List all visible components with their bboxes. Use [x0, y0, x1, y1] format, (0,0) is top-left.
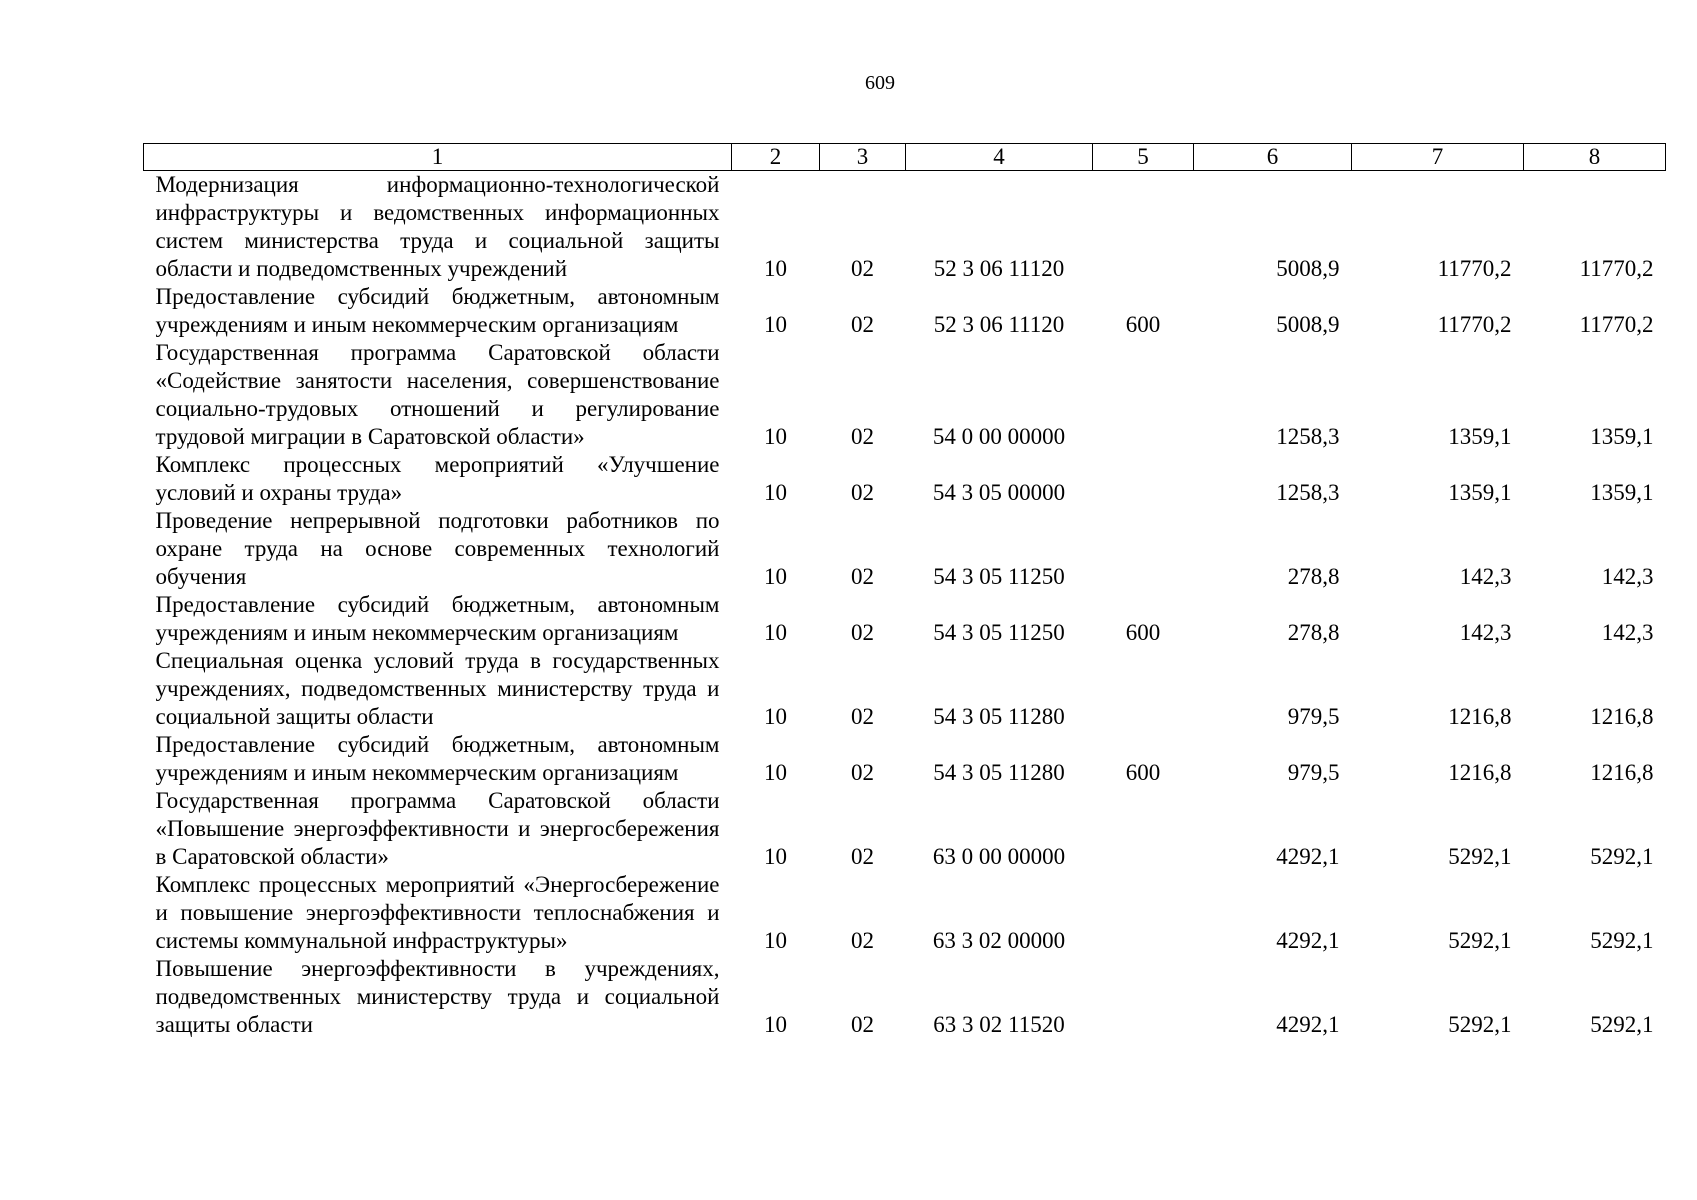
row-amount-1: 979,5	[1287, 760, 1340, 785]
row-section: 10	[764, 312, 787, 337]
row-amount-3: 1216,8	[1590, 760, 1654, 785]
header-col-5: 5	[1093, 144, 1194, 171]
row-name: Предоставление субсидий бюджетным, автономным учреждениям и иным некоммерческим организациям	[155, 732, 720, 785]
row-amount-1: 4292,1	[1276, 928, 1340, 953]
row-amount-2: 5292,1	[1448, 1012, 1512, 1037]
table-row	[144, 507, 1666, 591]
row-section: 10	[764, 424, 787, 449]
row-section: 10	[764, 564, 787, 589]
row-amount-1: 278,8	[1287, 564, 1340, 589]
row-amount-1: 278,8	[1287, 620, 1340, 645]
row-name: Специальная оценка условий труда в государственных учреждениях, подведомственных министерству труда и социальной защиты области	[155, 648, 720, 729]
row-subsection: 02	[851, 704, 874, 729]
row-amount-2: 1216,8	[1448, 704, 1512, 729]
row-amount-1: 4292,1	[1276, 1012, 1340, 1037]
row-subsection: 02	[851, 564, 874, 589]
budget-table	[143, 143, 1666, 1039]
row-name: Проведение непрерывной подготовки работников по охране труда на основе современных технологий обучения	[155, 508, 720, 589]
row-expense-type	[1093, 451, 1194, 507]
row-target-code: 54 3 05 11280	[933, 760, 1065, 785]
table-header	[144, 144, 1666, 171]
row-name: Государственная программа Саратовской области «Повышение энергоэффективности и энергосбережения в Саратовской области»	[155, 788, 720, 869]
row-amount-3: 11770,2	[1579, 312, 1654, 337]
row-target-code: 54 3 05 00000	[932, 480, 1066, 505]
row-section: 10	[764, 704, 787, 729]
row-target-code: 54 0 00 00000	[932, 424, 1066, 449]
row-section: 10	[764, 256, 787, 281]
table-row	[144, 871, 1666, 955]
row-amount-3: 5292,1	[1590, 928, 1654, 953]
row-amount-2: 142,3	[1459, 564, 1512, 589]
row-section: 10	[764, 928, 787, 953]
table-row	[144, 647, 1666, 731]
row-section: 10	[764, 760, 787, 785]
table-row	[144, 731, 1666, 787]
row-expense-type: 600	[1125, 312, 1161, 337]
table-row	[144, 591, 1666, 647]
header-row	[144, 144, 1666, 171]
header-col-1: 1	[144, 144, 732, 171]
row-expense-type	[1093, 507, 1194, 591]
row-amount-2: 5292,1	[1448, 928, 1512, 953]
row-amount-3: 1216,8	[1590, 704, 1654, 729]
table-row	[144, 787, 1666, 871]
row-amount-2: 1359,1	[1448, 480, 1512, 505]
row-amount-1: 1258,3	[1276, 480, 1340, 505]
row-target-code: 52 3 06 11120	[933, 312, 1065, 337]
row-target-code: 52 3 06 11120	[933, 256, 1065, 281]
row-amount-2: 5292,1	[1448, 844, 1512, 869]
row-expense-type	[1093, 871, 1194, 955]
table-row	[144, 955, 1666, 1039]
row-target-code: 54 3 05 11250	[933, 620, 1065, 645]
row-amount-3: 5292,1	[1590, 844, 1654, 869]
row-amount-1: 979,5	[1287, 704, 1340, 729]
row-subsection: 02	[851, 480, 874, 505]
row-amount-2: 11770,2	[1437, 256, 1512, 281]
page-number: 609	[865, 72, 895, 94]
row-amount-2: 1359,1	[1448, 424, 1512, 449]
row-subsection: 02	[851, 928, 874, 953]
row-amount-2: 142,3	[1459, 620, 1512, 645]
row-amount-1: 4292,1	[1276, 844, 1340, 869]
row-amount-3: 142,3	[1601, 620, 1654, 645]
row-name: Повышение энергоэффективности в учреждениях, подведомственных министерству труда и социальной защиты области	[155, 956, 720, 1037]
row-target-code: 63 3 02 00000	[932, 928, 1066, 953]
row-amount-3: 142,3	[1601, 564, 1654, 589]
table-row	[144, 451, 1666, 507]
row-name: Предоставление субсидий бюджетным, автономным учреждениям и иным некоммерческим организациям	[155, 284, 720, 337]
row-target-code: 63 3 02 11520	[933, 1012, 1065, 1037]
row-subsection: 02	[851, 844, 874, 869]
row-target-code: 54 3 05 11250	[933, 564, 1065, 589]
table-body	[144, 171, 1666, 1040]
row-expense-type: 600	[1125, 620, 1161, 645]
row-expense-type	[1093, 339, 1194, 451]
row-amount-3: 1359,1	[1590, 424, 1654, 449]
row-section: 10	[764, 480, 787, 505]
header-col-8: 8	[1524, 144, 1666, 171]
table-row	[144, 339, 1666, 451]
header-col-4: 4	[906, 144, 1093, 171]
table-row	[144, 171, 1666, 284]
row-subsection: 02	[851, 1012, 874, 1037]
header-col-7: 7	[1352, 144, 1524, 171]
table-row	[144, 283, 1666, 339]
row-subsection: 02	[851, 424, 874, 449]
row-amount-3: 5292,1	[1590, 1012, 1654, 1037]
row-name: Предоставление субсидий бюджетным, автономным учреждениям и иным некоммерческим организациям	[155, 592, 720, 645]
header-col-2: 2	[732, 144, 820, 171]
row-section: 10	[764, 1012, 787, 1037]
row-expense-type	[1093, 171, 1194, 284]
row-amount-2: 1216,8	[1448, 760, 1512, 785]
row-name: Модернизация информационно-технологической инфраструктуры и ведомственных информационных систем министерства труда и социальной защиты области и подведомственных учреждений	[155, 172, 720, 281]
row-expense-type: 600	[1125, 760, 1161, 785]
row-section: 10	[764, 844, 787, 869]
row-amount-1: 5008,9	[1276, 256, 1340, 281]
row-subsection: 02	[851, 620, 874, 645]
row-amount-1: 5008,9	[1276, 312, 1340, 337]
row-target-code: 54 3 05 11280	[933, 704, 1065, 729]
row-amount-1: 1258,3	[1276, 424, 1340, 449]
row-target-code: 63 0 00 00000	[932, 844, 1066, 869]
row-expense-type	[1093, 647, 1194, 731]
row-name: Государственная программа Саратовской области «Содействие занятости населения, совершенствование социально-трудовых отношений и регулирование трудовой миграции в Саратовской области»	[155, 340, 720, 449]
row-expense-type	[1093, 955, 1194, 1039]
row-amount-3: 1359,1	[1590, 480, 1654, 505]
row-expense-type	[1093, 787, 1194, 871]
row-name: Комплекс процессных мероприятий «Улучшение условий и охраны труда»	[155, 452, 720, 505]
row-subsection: 02	[851, 760, 874, 785]
row-amount-3: 11770,2	[1579, 256, 1654, 281]
row-subsection: 02	[851, 312, 874, 337]
row-amount-2: 11770,2	[1437, 312, 1512, 337]
row-section: 10	[764, 620, 787, 645]
row-name: Комплекс процессных мероприятий «Энергосбережение и повышение энергоэффективности теплоснабжения и системы коммунальной инфраструктуры»	[155, 872, 720, 953]
header-col-3: 3	[820, 144, 906, 171]
row-subsection: 02	[851, 256, 874, 281]
header-col-6: 6	[1194, 144, 1352, 171]
